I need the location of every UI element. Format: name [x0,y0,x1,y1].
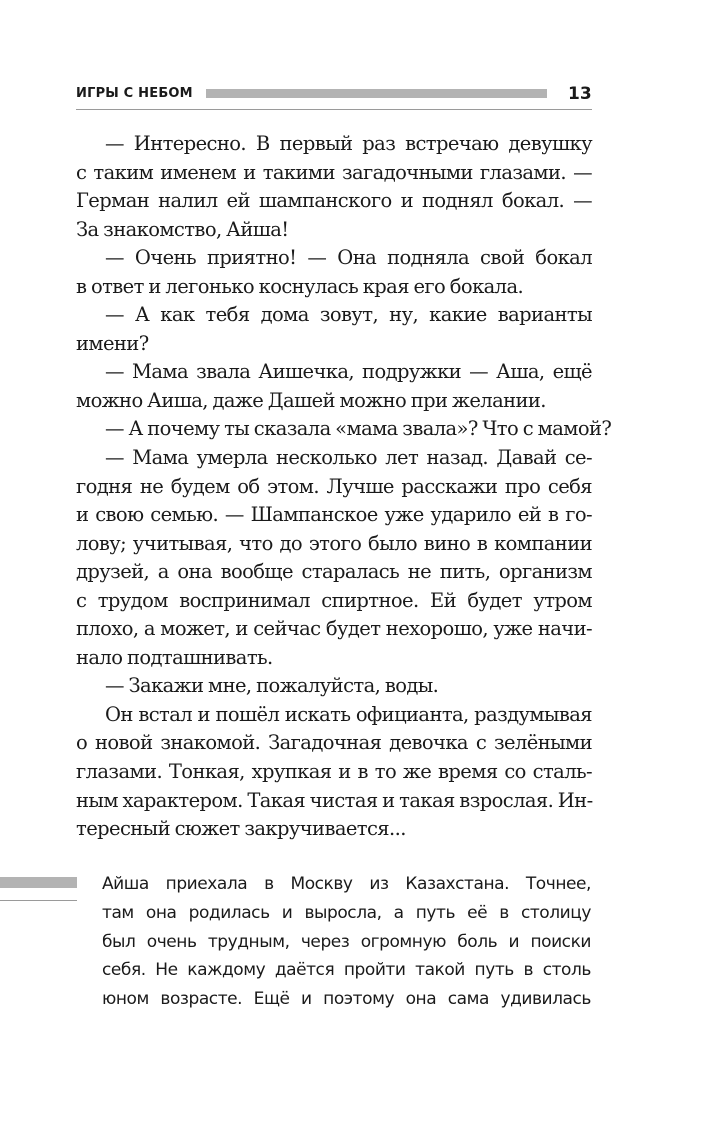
section-break-bar [0,877,77,888]
text-line: Герман налил ей шампанского и поднял бокал. — [76,189,592,213]
text-line: был очень трудным, через огромную боль и поиски [102,931,591,952]
text-line: — Мама звала Аишечка, подружки — Аша, ещё [105,360,592,384]
text-line: — А почему ты сказала «мама звала»? Что с мамой? [105,417,612,441]
text-line: юном возрасте. Ещё и поэтому она сама удивилась [102,989,591,1010]
text-line: нало подташнивать. [76,645,273,669]
text-line: — Интересно. В первый раз встречаю девушку [105,132,592,155]
header-rule [76,109,592,110]
text-line: плохо, а может, и сейчас будет нехорошо, уже начи- [76,617,592,641]
header-decorative-bar [206,89,547,98]
section-break-rule [0,900,77,901]
text-line: годня не будем об этом. Лучше расскажи про себя [76,474,592,498]
text-line: ным характером. Такая чистая и такая взрослая. Ин- [76,788,593,812]
text-line: Айша приехала в Москву из Казахстана. Точнее, [102,874,591,894]
text-line: имени? [76,331,149,355]
text-line: — Мама умерла несколько лет назад. Давай се- [105,446,592,470]
text-line: с таким именем и такими загадочными глазами. — [76,160,592,184]
text-line: там она родилась и выросла, а путь её в столицу [102,902,591,923]
text-line: себя. Не каждому даётся пройти такой путь в столь [102,960,591,981]
text-line: — Очень приятно! — Она подняла свой бокал [105,246,592,270]
section-opening-text-block [102,870,591,1014]
text-line: лову; учитывая, что до этого было вино в компании [76,531,592,555]
text-line: с трудом воспринимал спиртное. Ей будет утром [76,588,592,612]
text-line: тересный сюжет закручивается... [76,817,406,841]
text-line: За знакомство, Айша! [76,217,289,241]
running-title: ИГРЫ С НЕБОМ [76,86,193,101]
text-line: глазами. Тонкая, хрупкая и в то же время со сталь- [76,760,592,784]
page-number: 13 [568,84,592,104]
text-line: и свою семью. — Шампанское уже ударило ей в го- [76,503,592,527]
text-line: — А как тебя дома зовут, ну, какие варианты [105,303,592,327]
dialogue-text-block [76,130,612,844]
text-line: — Закажи мне, пожалуйста, воды. [105,674,439,698]
text-line: друзей, а она вообще старалась не пить, организм [76,560,592,584]
text-line: Он встал и пошёл искать официанта, раздумывая [105,702,592,726]
text-line: в ответ и легонько коснулась края его бокала. [76,274,524,298]
text-line: можно Аиша, даже Дашей можно при желании. [76,388,546,412]
text-line: о новой знакомой. Загадочная девочка с зелёными [76,731,592,755]
